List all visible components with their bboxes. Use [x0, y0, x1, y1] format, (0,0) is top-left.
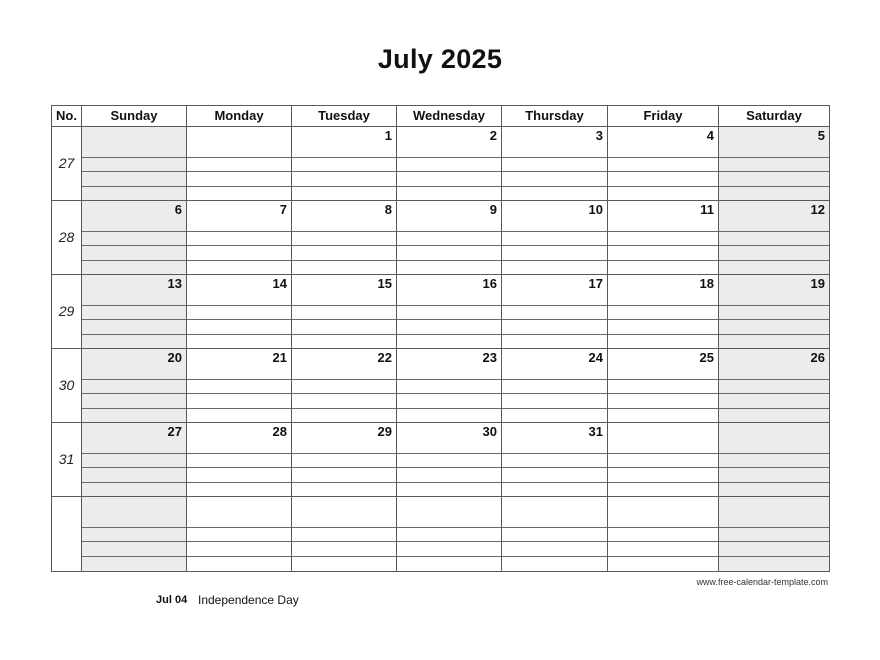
day-number: 29: [377, 424, 392, 439]
day-cell[interactable]: [187, 349, 292, 423]
day-number: 31: [588, 424, 603, 439]
note-line: [187, 408, 291, 409]
day-number: 9: [489, 202, 497, 217]
note-line: [719, 453, 829, 454]
note-line: [187, 527, 291, 528]
note-line: [397, 260, 501, 261]
day-cell[interactable]: [608, 349, 719, 423]
week-number-cell: [52, 497, 82, 571]
note-line: [719, 379, 829, 380]
note-line: [187, 393, 291, 394]
note-line: [187, 186, 291, 187]
day-cell[interactable]: [608, 275, 719, 349]
header-day-sunday: Sunday: [82, 106, 187, 127]
day-number: 11: [700, 202, 714, 217]
day-cell[interactable]: [397, 201, 502, 275]
note-line: [82, 541, 186, 542]
website-credit: www.free-calendar-template.com: [696, 577, 828, 587]
header-day-saturday: Saturday: [719, 106, 829, 127]
week-number: 29: [58, 303, 75, 319]
day-number: 28: [272, 424, 287, 439]
header-week-number: No.: [52, 106, 82, 127]
week-number: 30: [58, 377, 75, 393]
note-line: [292, 379, 396, 380]
note-line: [292, 467, 396, 468]
day-number: 13: [167, 276, 182, 291]
day-cell[interactable]: [502, 423, 608, 497]
note-line: [719, 260, 829, 261]
day-cell[interactable]: [187, 423, 292, 497]
day-cell[interactable]: [187, 201, 292, 275]
note-line: [719, 334, 829, 335]
day-number: 5: [817, 128, 825, 143]
note-line: [187, 157, 291, 158]
day-cell[interactable]: [292, 275, 397, 349]
note-line: [292, 305, 396, 306]
note-line: [187, 379, 291, 380]
week-number: 31: [58, 451, 75, 467]
note-line: [397, 408, 501, 409]
note-line: [719, 541, 829, 542]
note-line: [292, 408, 396, 409]
week-number-cell: [52, 349, 82, 423]
day-number: 7: [279, 202, 287, 217]
note-line: [187, 453, 291, 454]
note-line: [608, 541, 718, 542]
note-line: [397, 245, 501, 246]
day-number: 8: [384, 202, 392, 217]
note-line: [502, 467, 607, 468]
day-number: 4: [706, 128, 714, 143]
note-line: [502, 556, 607, 557]
holiday-date: Jul 04: [156, 594, 188, 606]
note-line: [187, 556, 291, 557]
note-line: [502, 245, 607, 246]
day-number: 14: [272, 276, 287, 291]
note-line: [397, 393, 501, 394]
note-line: [82, 171, 186, 172]
note-line: [292, 319, 396, 320]
day-cell[interactable]: [397, 497, 502, 571]
day-number: 26: [810, 350, 825, 365]
calendar-grid: [51, 105, 830, 572]
week-number-cell: [52, 275, 82, 349]
note-line: [82, 334, 186, 335]
note-line: [292, 157, 396, 158]
note-line: [719, 231, 829, 232]
day-number: 2: [489, 128, 497, 143]
holiday-name: Independence Day: [198, 593, 299, 607]
day-number: 15: [377, 276, 392, 291]
note-line: [719, 171, 829, 172]
week-number: 28: [58, 229, 75, 245]
note-line: [608, 482, 718, 483]
day-cell[interactable]: [608, 423, 719, 497]
note-line: [82, 482, 186, 483]
day-number: 12: [810, 202, 825, 217]
note-line: [502, 186, 607, 187]
note-line: [82, 556, 186, 557]
note-line: [82, 527, 186, 528]
note-line: [719, 408, 829, 409]
day-cell[interactable]: [292, 349, 397, 423]
note-line: [502, 527, 607, 528]
note-line: [608, 334, 718, 335]
note-line: [187, 245, 291, 246]
day-cell[interactable]: [397, 275, 502, 349]
note-line: [502, 408, 607, 409]
note-line: [397, 157, 501, 158]
day-number: 6: [174, 202, 182, 217]
page-title: July 2025: [377, 44, 503, 74]
header-day-wednesday: Wednesday: [397, 106, 502, 127]
day-cell[interactable]: [82, 201, 187, 275]
note-line: [502, 482, 607, 483]
note-line: [187, 482, 291, 483]
day-number: 3: [595, 128, 603, 143]
day-cell[interactable]: [719, 423, 829, 497]
note-line: [397, 556, 501, 557]
day-cell[interactable]: [187, 127, 292, 201]
note-line: [292, 334, 396, 335]
day-cell[interactable]: [82, 497, 187, 571]
note-line: [608, 157, 718, 158]
note-line: [292, 482, 396, 483]
note-line: [292, 171, 396, 172]
note-line: [608, 453, 718, 454]
note-line: [82, 408, 186, 409]
note-line: [187, 231, 291, 232]
note-line: [608, 467, 718, 468]
note-line: [187, 334, 291, 335]
day-cell[interactable]: [187, 497, 292, 571]
day-number: 1: [384, 128, 392, 143]
note-line: [608, 245, 718, 246]
note-line: [719, 482, 829, 483]
note-line: [82, 305, 186, 306]
day-cell[interactable]: [608, 127, 719, 201]
note-line: [397, 467, 501, 468]
note-line: [502, 453, 607, 454]
note-line: [82, 245, 186, 246]
day-number: 17: [588, 276, 603, 291]
note-line: [719, 467, 829, 468]
day-cell[interactable]: [719, 349, 829, 423]
note-line: [397, 482, 501, 483]
note-line: [82, 260, 186, 261]
week-number: 27: [58, 155, 75, 171]
note-line: [397, 186, 501, 187]
day-cell[interactable]: [502, 127, 608, 201]
day-number: 23: [482, 350, 497, 365]
week-number-cell: [52, 423, 82, 497]
note-line: [82, 186, 186, 187]
day-number: 27: [167, 424, 182, 439]
day-cell[interactable]: [82, 349, 187, 423]
note-line: [719, 186, 829, 187]
note-line: [397, 305, 501, 306]
week-number-cell: [52, 201, 82, 275]
note-line: [397, 231, 501, 232]
note-line: [608, 171, 718, 172]
note-line: [608, 260, 718, 261]
note-line: [82, 157, 186, 158]
day-number: 18: [699, 276, 714, 291]
note-line: [397, 379, 501, 380]
day-cell[interactable]: [292, 423, 397, 497]
note-line: [608, 379, 718, 380]
week-number-cell: [52, 127, 82, 201]
note-line: [292, 527, 396, 528]
note-line: [187, 305, 291, 306]
day-cell[interactable]: [187, 275, 292, 349]
header-day-tuesday: Tuesday: [292, 106, 397, 127]
note-line: [502, 319, 607, 320]
note-line: [502, 334, 607, 335]
note-line: [608, 231, 718, 232]
day-cell[interactable]: [719, 201, 829, 275]
day-number: 22: [377, 350, 392, 365]
note-line: [292, 245, 396, 246]
note-line: [187, 541, 291, 542]
day-cell[interactable]: [397, 127, 502, 201]
day-cell[interactable]: [502, 275, 608, 349]
note-line: [397, 527, 501, 528]
day-cell[interactable]: [502, 349, 608, 423]
note-line: [608, 393, 718, 394]
day-number: 25: [699, 350, 714, 365]
note-line: [292, 186, 396, 187]
day-number: 30: [482, 424, 497, 439]
note-line: [719, 527, 829, 528]
day-number: 24: [588, 350, 603, 365]
day-cell[interactable]: [397, 423, 502, 497]
note-line: [397, 541, 501, 542]
day-cell[interactable]: [397, 349, 502, 423]
note-line: [502, 305, 607, 306]
day-cell[interactable]: [502, 201, 608, 275]
note-line: [82, 467, 186, 468]
note-line: [187, 171, 291, 172]
note-line: [82, 319, 186, 320]
note-line: [187, 467, 291, 468]
note-line: [502, 260, 607, 261]
day-cell[interactable]: [292, 497, 397, 571]
note-line: [187, 319, 291, 320]
day-number: 16: [482, 276, 497, 291]
note-line: [502, 171, 607, 172]
note-line: [719, 305, 829, 306]
note-line: [292, 260, 396, 261]
note-line: [608, 186, 718, 187]
day-cell[interactable]: [82, 127, 187, 201]
note-line: [719, 319, 829, 320]
note-line: [82, 379, 186, 380]
note-line: [608, 305, 718, 306]
header-day-friday: Friday: [608, 106, 719, 127]
note-line: [397, 334, 501, 335]
note-line: [292, 541, 396, 542]
note-line: [502, 231, 607, 232]
day-cell[interactable]: [719, 275, 829, 349]
note-line: [502, 541, 607, 542]
note-line: [292, 231, 396, 232]
note-line: [292, 393, 396, 394]
day-cell[interactable]: [292, 201, 397, 275]
note-line: [502, 157, 607, 158]
day-cell[interactable]: [719, 497, 829, 571]
day-cell[interactable]: [82, 275, 187, 349]
note-line: [397, 319, 501, 320]
note-line: [719, 556, 829, 557]
note-line: [608, 556, 718, 557]
note-line: [82, 231, 186, 232]
header-day-monday: Monday: [187, 106, 292, 127]
note-line: [397, 171, 501, 172]
day-cell[interactable]: [608, 497, 719, 571]
header-day-thursday: Thursday: [502, 106, 608, 127]
day-cell[interactable]: [719, 127, 829, 201]
note-line: [502, 393, 607, 394]
note-line: [719, 157, 829, 158]
note-line: [397, 453, 501, 454]
note-line: [719, 393, 829, 394]
day-number: 10: [588, 202, 603, 217]
day-cell[interactable]: [608, 201, 719, 275]
day-cell[interactable]: [82, 423, 187, 497]
day-number: 21: [272, 350, 287, 365]
note-line: [82, 393, 186, 394]
note-line: [292, 453, 396, 454]
note-line: [292, 556, 396, 557]
note-line: [187, 260, 291, 261]
note-line: [719, 245, 829, 246]
day-cell[interactable]: [292, 127, 397, 201]
note-line: [608, 408, 718, 409]
note-line: [502, 379, 607, 380]
day-number: 19: [810, 276, 825, 291]
note-line: [608, 319, 718, 320]
note-line: [608, 527, 718, 528]
note-line: [82, 453, 186, 454]
day-cell[interactable]: [502, 497, 608, 571]
day-number: 20: [167, 350, 182, 365]
